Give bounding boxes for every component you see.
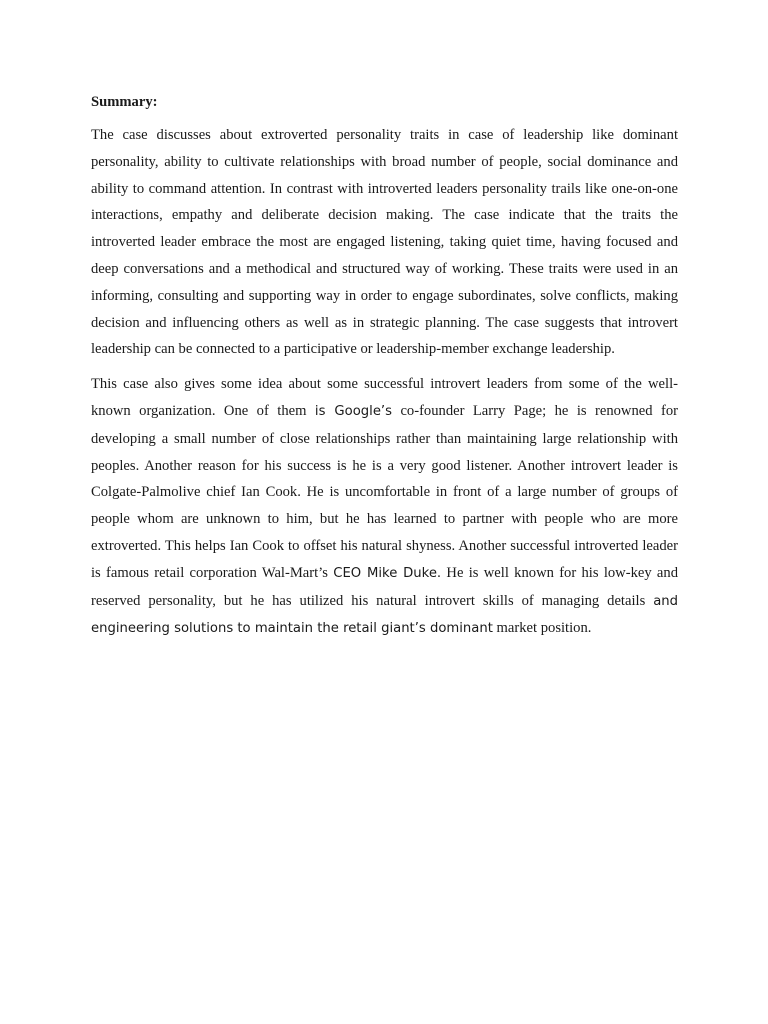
paragraph-2-text-e: He is well known for his low-key and reserved personality, but he has utilized his natural introvert skills of managing details: [91, 564, 678, 609]
paragraph-2: [91, 371, 678, 643]
paragraph-2-text-c: co-founder Larry Page; he is renowned for developing a small number of close relationships rather than maintaining large relationship with peoples. Another reason for his success is he is a very good listener. Another introvert leader is Colgate-Palmolive chief Ian Cook. He is uncomfortable in front of a large number of groups of people whom are unknown to him, but he has learned to partner with people who are more extroverted. This helps Ian Cook to offset his natural shyness. Another successful introverted leader is famous retail corporation Wal-Mart’s: [91, 402, 678, 581]
document-body: [91, 90, 678, 643]
summary-heading: Summary:: [91, 94, 158, 110]
paragraph-2-text-d: CEO Mike Duke.: [333, 565, 442, 581]
paragraph-2-text-a: This case also gives some idea about some successful introvert leaders from some of the well-known organization. One of them: [91, 376, 678, 419]
paragraph-2-text-g: market position.: [492, 620, 592, 637]
paragraph-1: The case discusses about extroverted personality traits in case of leadership like dominant personality, ability to cultivate relationships with broad number of people, social dominance and ability to command attention. In contrast with introverted leaders personality trails like one-on-one interactions, empathy and deliberate decision making. The case indicate that the traits the introverted leader embrace the most are engaged listening, taking quiet time, having focused and deep conversations and a methodical and structured way of working. These traits were used in an informing, consulting and supporting way in order to engage subordinates, solve conflicts, making decision and influencing others as well as in strategic planning. The case suggests that introvert leadership can be connected to a participative or leadership-member exchange leadership.: [91, 127, 678, 358]
paragraph-2-text-f: and engineering solutions to maintain the retail giant’s dominant: [91, 593, 678, 637]
paragraph-2-text-b: is Google’s: [314, 403, 392, 419]
